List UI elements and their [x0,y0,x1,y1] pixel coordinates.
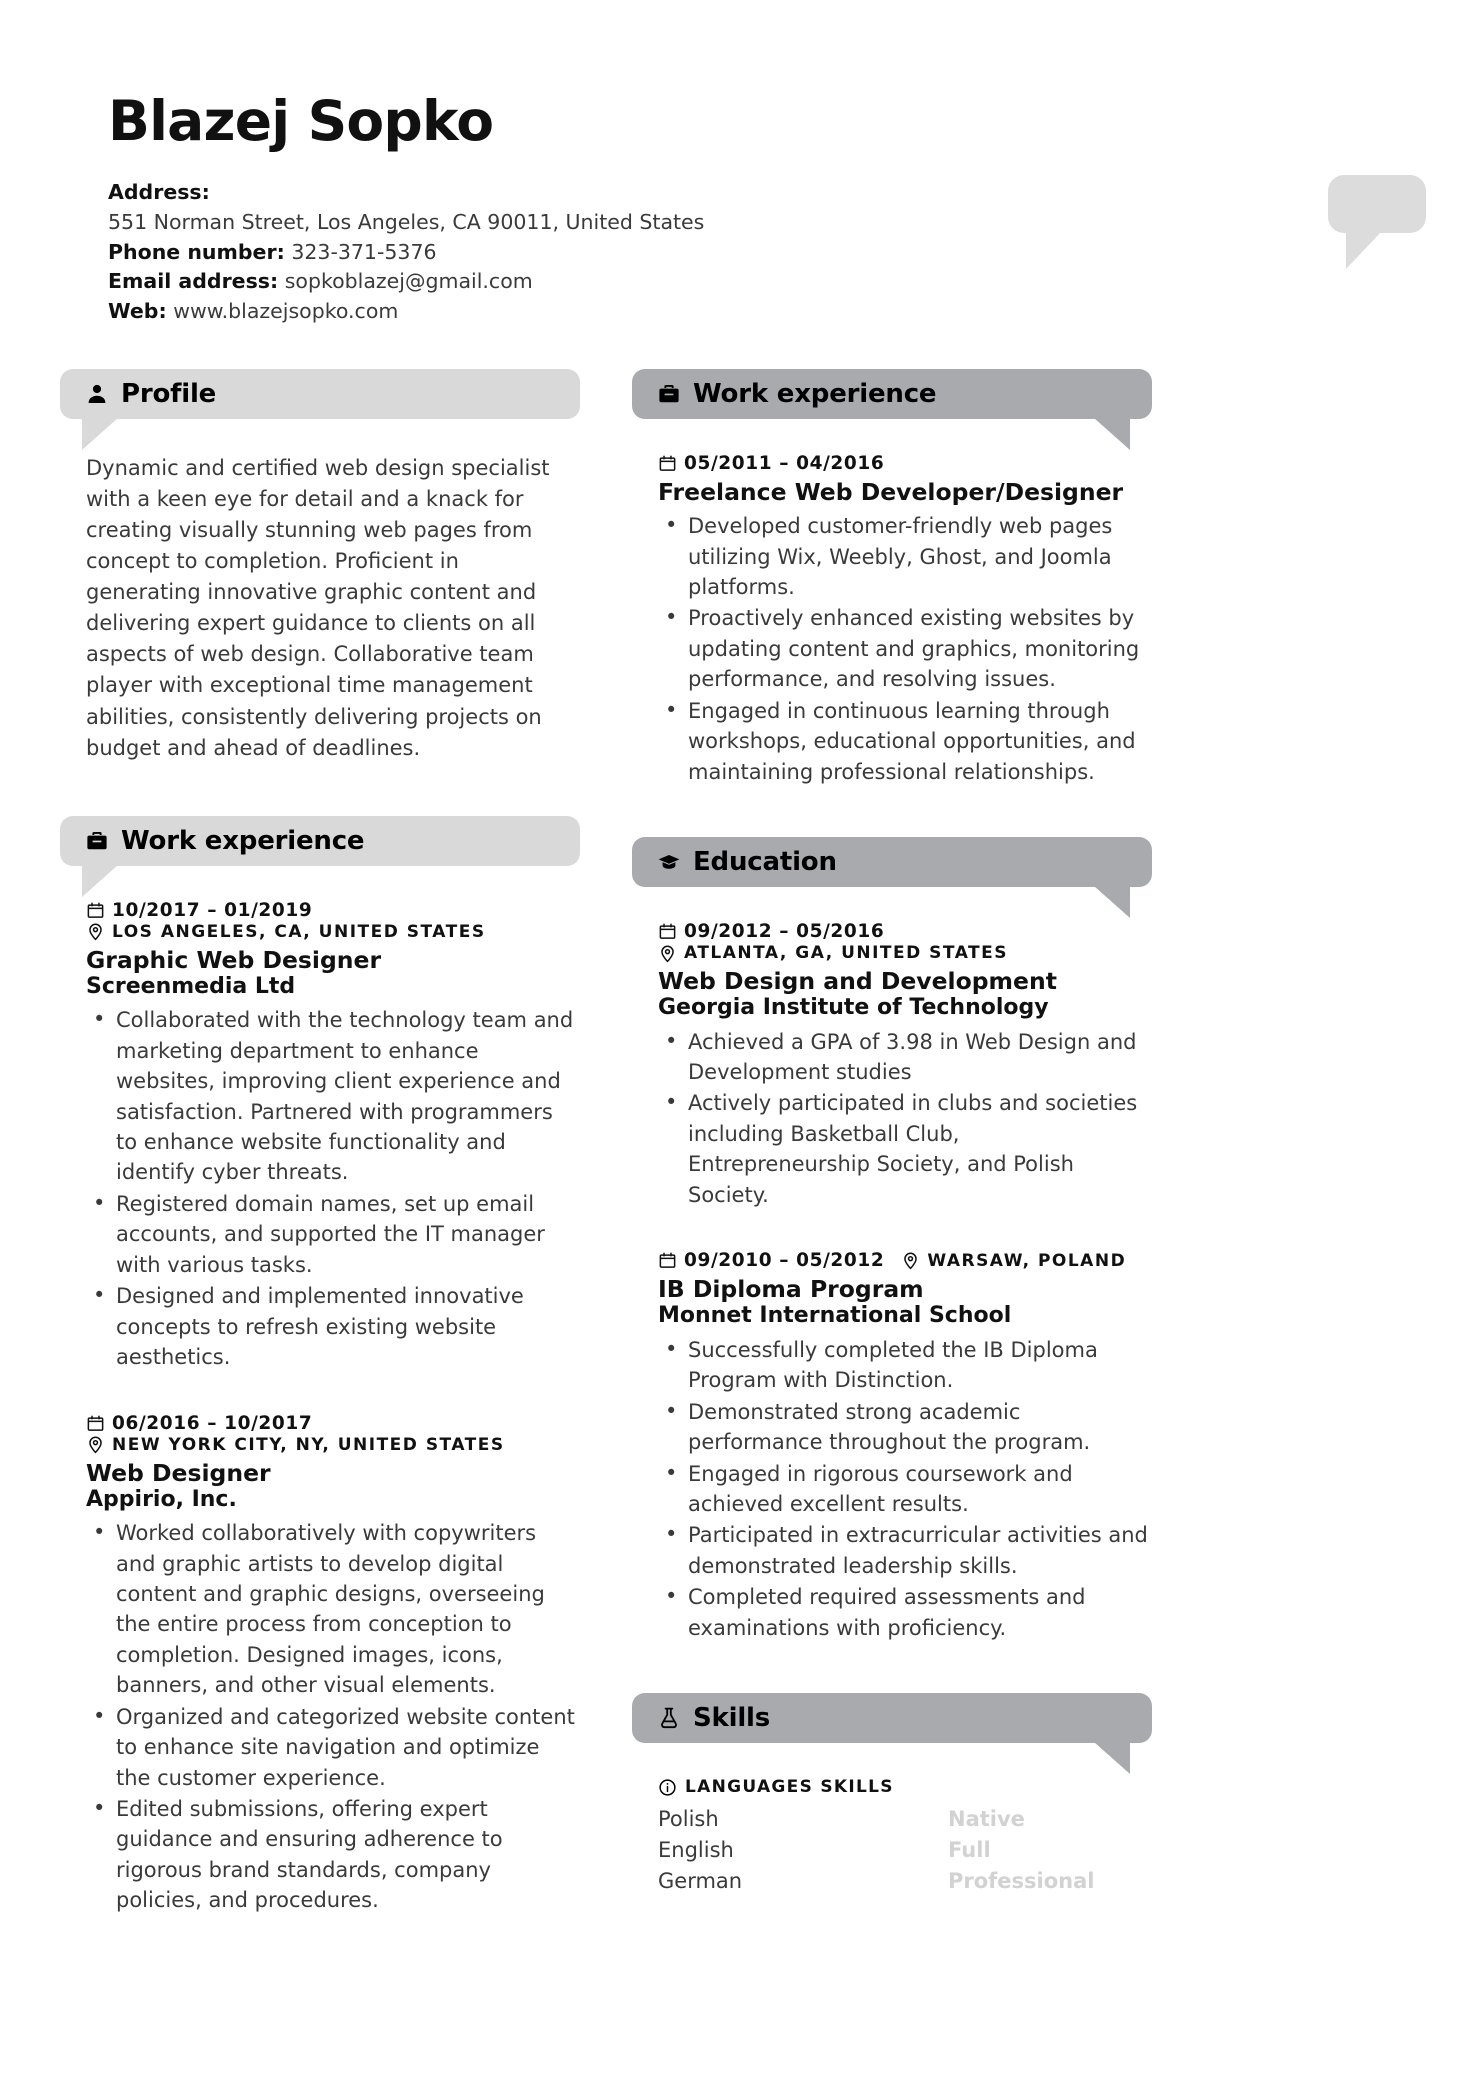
address-block [108,178,708,237]
entry-location-line [658,943,1148,963]
entry-date: 09/2012 – 05/2016 [684,921,885,943]
entry-date: 06/2016 – 10/2017 [112,1412,313,1434]
section-header-education [632,837,1152,887]
language-level: Full [948,1838,991,1863]
bullet-item: • Engaged in continuous learning through workshops, educational opportunities, and maintaining professional relationships. [658,696,1148,787]
resume-entry [632,1250,1152,1643]
bullet-item: • Collaborated with the technology team and marketing department to enhance websites, improving client experience and satisfaction. Partnered with programmers to enhance website functionality and identify cyber threats. [86,1005,576,1188]
entry-location-line [86,1435,576,1455]
work-experience-entries-right [632,453,1152,787]
bullet-item: • Organized and categorized website content to enhance site navigation and optimize the customer experience. [86,1702,576,1793]
graduation-cap-icon [656,849,682,875]
bullet-item: • Engaged in rigorous coursework and achieved excellent results. [658,1459,1148,1520]
entry-date-line [86,1413,576,1434]
bullet-item: • Registered domain names, set up email accounts, and supported the IT manager with various tasks. [86,1189,576,1280]
entry-title: IB Diploma Program [658,1275,924,1304]
entry-location: NEW YORK CITY, NY, UNITED STATES [112,1434,505,1455]
bullet-item: • Worked collaboratively with copywriters and graphic artists to develop digital content and graphic designs, overseeing the entire process from conception to completion. Designed images, icons, banners, and other visual elements. [86,1518,576,1701]
address-label: Address: [108,180,210,205]
entry-location: WARSAW, POLAND [927,1250,1127,1271]
language-level: Professional [948,1868,1095,1893]
calendar-icon [658,454,677,473]
section-header-work-experience-right [632,369,1152,419]
location-pin-icon [901,1251,920,1270]
section-education [632,837,1152,1643]
section-title-work-experience-left: Work experience [121,825,365,856]
entry-date-line [658,921,1148,942]
briefcase-icon [84,828,110,854]
web-block [108,297,708,327]
entry-location: ATLANTA, GA, UNITED STATES [684,943,1008,964]
resume-entry [632,921,1152,1210]
location-pin-icon [86,1435,105,1454]
skill-group-title: LANGUAGES SKILLS [685,1777,894,1798]
section-title-profile: Profile [121,378,217,409]
languages-list [658,1804,1146,1897]
calendar-icon [86,901,105,920]
entry-title: Web Design and Development [658,967,1057,996]
phone-label: Phone number: [108,239,285,264]
entry-organization: Monnet International School [658,1303,1012,1329]
work-experience-entries-left [60,900,580,1916]
resume-entry [632,453,1152,787]
entry-organization: Georgia Institute of Technology [658,995,1049,1021]
skills-body [632,1777,1152,1897]
entry-title: Graphic Web Designer [86,945,382,974]
language-row [658,1866,1146,1897]
bullet-item: • Successfully completed the IB Diploma Program with Distinction. [658,1335,1148,1396]
location-pin-icon [86,922,105,941]
language-name: German [658,1868,743,1893]
person-icon [84,381,110,407]
contact-details [108,178,708,327]
language-level: Native [948,1807,1025,1832]
bullet-item: • Achieved a GPA of 3.98 in Web Design and Development studies [658,1027,1148,1088]
email-value[interactable]: sopkoblazej@gmail.com [284,269,533,294]
address-value: 551 Norman Street, Los Angeles, CA 90011, United States [108,210,705,235]
entry-date-line [658,453,1148,474]
bullet-list [658,511,1148,787]
bullet-item: • Demonstrated strong academic performance throughout the program. [658,1397,1148,1458]
section-work-experience-right [632,369,1152,787]
email-label: Email address: [108,269,279,294]
bullet-item: • Participated in extracurricular activities and demonstrated leadership skills. [658,1520,1148,1581]
bullet-list [86,1518,576,1916]
location-pin-icon [658,944,677,963]
bullet-list [658,1335,1148,1643]
phone-block [108,238,708,268]
section-title-education: Education [693,847,837,878]
resume-columns [60,369,1408,1917]
bullet-item: • Completed required assessments and examinations with proficiency. [658,1582,1148,1643]
web-value[interactable]: www.blazejsopko.com [173,299,399,324]
skill-group-header [658,1777,1146,1797]
resume-entry [60,900,580,1373]
phone-value[interactable]: 323-371-5376 [291,239,437,264]
language-name: Polish [658,1807,719,1832]
bullet-item: • Edited submissions, offering expert guidance and ensuring adherence to rigorous brand standards, company policies, and procedures. [86,1794,576,1916]
flask-icon [656,1705,682,1731]
bullet-item: • Proactively enhanced existing websites by updating content and graphics, monitoring performance, and resolving issues. [658,603,1148,694]
profile-summary-text: Dynamic and certified web design specialist with a keen eye for detail and a knack for creating visually stunning web pages from concept to completion. Proficient in generating innovative graphic content and delivering expert guidance to clients on all aspects of web design. Collaborative team player with exceptional time management abilities, consistently delivering projects on budget and ahead of deadlines. [86,455,550,760]
entry-title: Freelance Web Developer/Designer [658,477,1124,506]
language-row [658,1804,1146,1835]
email-block [108,267,708,297]
language-name: English [658,1838,734,1863]
bullet-list [86,1005,576,1372]
calendar-icon [86,1414,105,1433]
entry-location-line [86,922,576,942]
bullet-list [658,1027,1148,1211]
decorative-speech-bubble-icon [1328,175,1426,233]
info-icon [658,1778,677,1797]
section-header-work-experience-left [60,816,580,866]
section-profile [60,369,580,764]
calendar-icon [658,922,677,941]
section-work-experience-left [60,816,580,1916]
bullet-item: • Actively participated in clubs and societies including Basketball Club, Entrepreneurship Society, and Polish Society. [658,1088,1148,1210]
language-row [658,1835,1146,1866]
entry-date: 09/2010 – 05/2012 [684,1250,885,1272]
entry-organization: Screenmedia Ltd [86,973,296,999]
education-entries [632,921,1152,1643]
entry-date-line [86,900,576,921]
resume-header [60,70,1408,327]
section-title-skills: Skills [693,1703,771,1734]
section-skills [632,1693,1152,1897]
entry-meta [658,1250,1148,1271]
resume-entry [60,1413,580,1916]
bullet-item: • Designed and implemented innovative concepts to refresh existing website aesthetics. [86,1281,576,1372]
section-title-work-experience-right: Work experience [693,378,937,409]
right-column [632,369,1152,1897]
section-header-profile [60,369,580,419]
section-header-skills [632,1693,1152,1743]
entry-date: 05/2011 – 04/2016 [684,452,885,474]
calendar-icon [658,1251,677,1270]
web-label: Web: [108,299,167,324]
left-column [60,369,580,1917]
entry-location: LOS ANGELES, CA, UNITED STATES [112,921,486,942]
candidate-name: Blazej Sopko [108,89,494,153]
bullet-item: • Developed customer-friendly web pages utilizing Wix, Weebly, Ghost, and Joomla platforms. [658,511,1148,602]
entry-organization: Appirio, Inc. [86,1486,237,1512]
entry-title: Web Designer [86,1458,271,1487]
entry-date: 10/2017 – 01/2019 [112,899,313,921]
briefcase-icon [656,381,682,407]
